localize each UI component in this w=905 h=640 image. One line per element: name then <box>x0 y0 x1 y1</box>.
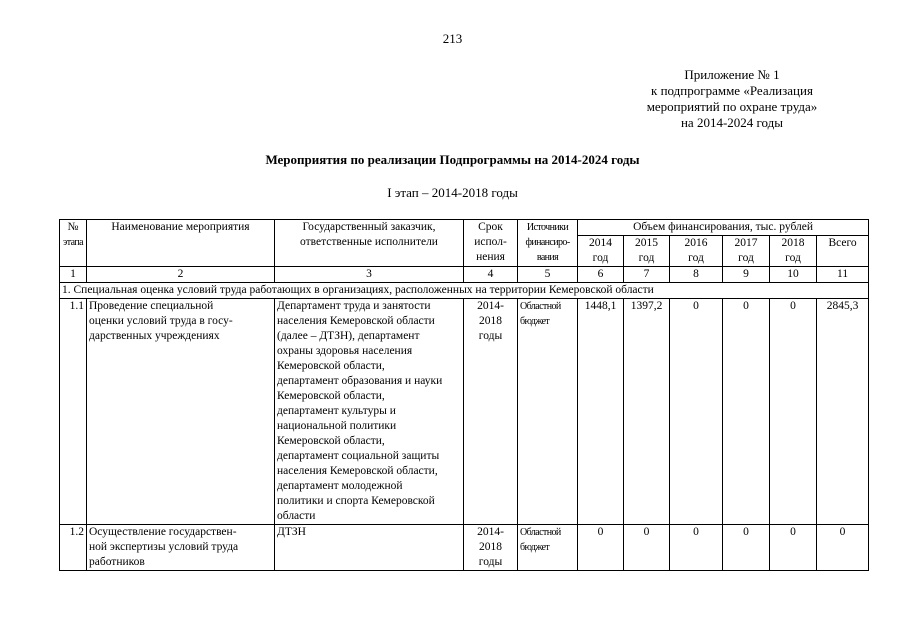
row-number: 1.1 <box>60 299 87 525</box>
measure-name-line: Осуществление государствен- <box>89 526 237 538</box>
value-2014: 0 <box>578 525 624 571</box>
year-word: год <box>688 252 704 264</box>
header-total: Всего <box>817 236 869 267</box>
header-funding: Объем финансирования, тыс. рублей <box>578 220 869 236</box>
appendix-line: мероприятий по охране труда» <box>646 99 818 114</box>
term-line: годы <box>478 330 503 342</box>
value-2018: 0 <box>770 299 817 525</box>
col-number: 3 <box>275 267 464 283</box>
measure-name-line: оценки условий труда в госу- <box>89 315 233 327</box>
header-year-2017 <box>723 236 770 267</box>
value-2015: 0 <box>624 525 670 571</box>
header-num <box>60 220 87 267</box>
executors-line: департамент культуры и <box>277 405 396 417</box>
value-total: 2845,3 <box>817 299 869 525</box>
term-line: годы <box>478 556 503 568</box>
year-word: год <box>638 252 655 264</box>
header-term <box>464 220 518 267</box>
executors <box>275 525 464 571</box>
term-line: 2014- <box>477 300 504 312</box>
header-term-line: нения <box>476 251 505 263</box>
funding-source <box>518 299 578 525</box>
header-source-line: финансиро- <box>525 237 570 248</box>
header-customer-line: Государственный заказчик, <box>302 221 436 233</box>
appendix-note <box>612 67 852 131</box>
header-source <box>518 220 578 267</box>
header-year-2014 <box>578 236 624 267</box>
section-title: 1. Специальная оценка условий труда работающих в организациях, расположенных на территории Кемеровской области <box>60 283 869 299</box>
funding-source <box>518 525 578 571</box>
measure-name <box>87 525 275 571</box>
appendix-line: на 2014-2024 годы <box>680 115 784 130</box>
source-line: бюджет <box>520 316 550 327</box>
executors-line: Кемеровской области, <box>277 360 385 372</box>
header-year-2018 <box>770 236 817 267</box>
value-2018: 0 <box>770 525 817 571</box>
executors-line: области <box>277 510 316 522</box>
col-number: 7 <box>624 267 670 283</box>
header-customer <box>275 220 464 267</box>
header-source-line: Источники <box>526 222 569 233</box>
source-line: Областной <box>520 527 561 538</box>
col-number: 4 <box>464 267 518 283</box>
row-number: 1.2 <box>60 525 87 571</box>
year-word: год <box>738 252 754 264</box>
measure-name <box>87 299 275 525</box>
stage-title: I этап – 2014-2018 годы <box>387 185 518 200</box>
term-line: 2014- <box>477 526 504 538</box>
executors-line: департамент социальной защиты <box>277 450 440 462</box>
value-2017: 0 <box>723 525 770 571</box>
value-total: 0 <box>817 525 869 571</box>
header-term-line: Срок <box>478 221 503 233</box>
executors-line: охраны здоровья населения <box>277 345 413 357</box>
col-number: 8 <box>670 267 723 283</box>
executors-line: ДТЗН <box>277 526 306 538</box>
col-number: 10 <box>770 267 817 283</box>
executors-line: (далее – ДТЗН), департамент <box>277 330 420 342</box>
term-line: 2018 <box>479 315 502 327</box>
executors-line: департамент образования и науки <box>277 375 443 387</box>
measure-name-line: работников <box>89 556 145 568</box>
executors <box>275 299 464 525</box>
year-label: 2016 <box>684 237 708 249</box>
measure-name-line: дарственных учреждениях <box>89 330 220 342</box>
header-year-2015 <box>624 236 670 267</box>
executors-line: политики и спорта Кемеровской <box>277 495 435 507</box>
header-customer-line: ответственные исполнители <box>300 236 438 248</box>
header-num-line: № <box>67 221 79 233</box>
col-number: 6 <box>578 267 624 283</box>
term-line: 2018 <box>479 541 502 553</box>
value-2014: 1448,1 <box>578 299 624 525</box>
year-label: 2018 <box>781 237 805 249</box>
measure-name-line: Проведение специальной <box>89 300 214 312</box>
header-name <box>87 220 275 267</box>
column-numbers-row <box>60 267 869 283</box>
source-line: Областной <box>520 301 561 312</box>
value-2017: 0 <box>723 299 770 525</box>
table-row <box>60 525 869 571</box>
executors-line: Кемеровской области, <box>277 390 385 402</box>
executors-line: населения Кемеровской области <box>277 315 435 327</box>
source-line: бюджет <box>520 542 550 553</box>
measures-table <box>59 219 869 571</box>
header-name-text: Наименование мероприятия <box>111 221 250 233</box>
col-number: 1 <box>60 267 87 283</box>
year-word: год <box>592 252 609 264</box>
measure-name-line: ной экспертизы условий труда <box>89 541 239 553</box>
section-row <box>60 283 869 299</box>
value-2016: 0 <box>670 525 723 571</box>
year-word: год <box>785 252 801 264</box>
executors-line: национальной политики <box>277 420 397 432</box>
page-number: 213 <box>442 31 463 46</box>
year-label: 2014 <box>589 237 612 249</box>
col-number: 2 <box>87 267 275 283</box>
value-2015: 1397,2 <box>624 299 670 525</box>
executors-line: департамент молодежной <box>277 480 403 492</box>
col-number: 11 <box>817 267 869 283</box>
header-source-line: вания <box>536 252 559 263</box>
value-2016: 0 <box>670 299 723 525</box>
appendix-line: к подпрограмме «Реализация <box>651 83 813 98</box>
executors-line: Департамент труда и занятости <box>277 300 431 312</box>
term <box>464 525 518 571</box>
executors-line: Кемеровской области, <box>277 435 385 447</box>
header-row <box>60 220 869 236</box>
col-number: 9 <box>723 267 770 283</box>
appendix-line: Приложение № 1 <box>684 67 780 82</box>
executors-line: населения Кемеровской области, <box>277 465 438 477</box>
year-label: 2017 <box>734 237 758 249</box>
year-label: 2015 <box>635 237 658 249</box>
col-number: 5 <box>518 267 578 283</box>
header-year-2016 <box>670 236 723 267</box>
header-num-line: этапа <box>63 237 83 248</box>
term <box>464 299 518 525</box>
header-term-line: испол- <box>474 236 507 248</box>
document-title: Мероприятия по реализации Подпрограммы на 2014-2024 годы <box>265 152 640 167</box>
table-row <box>60 299 869 525</box>
